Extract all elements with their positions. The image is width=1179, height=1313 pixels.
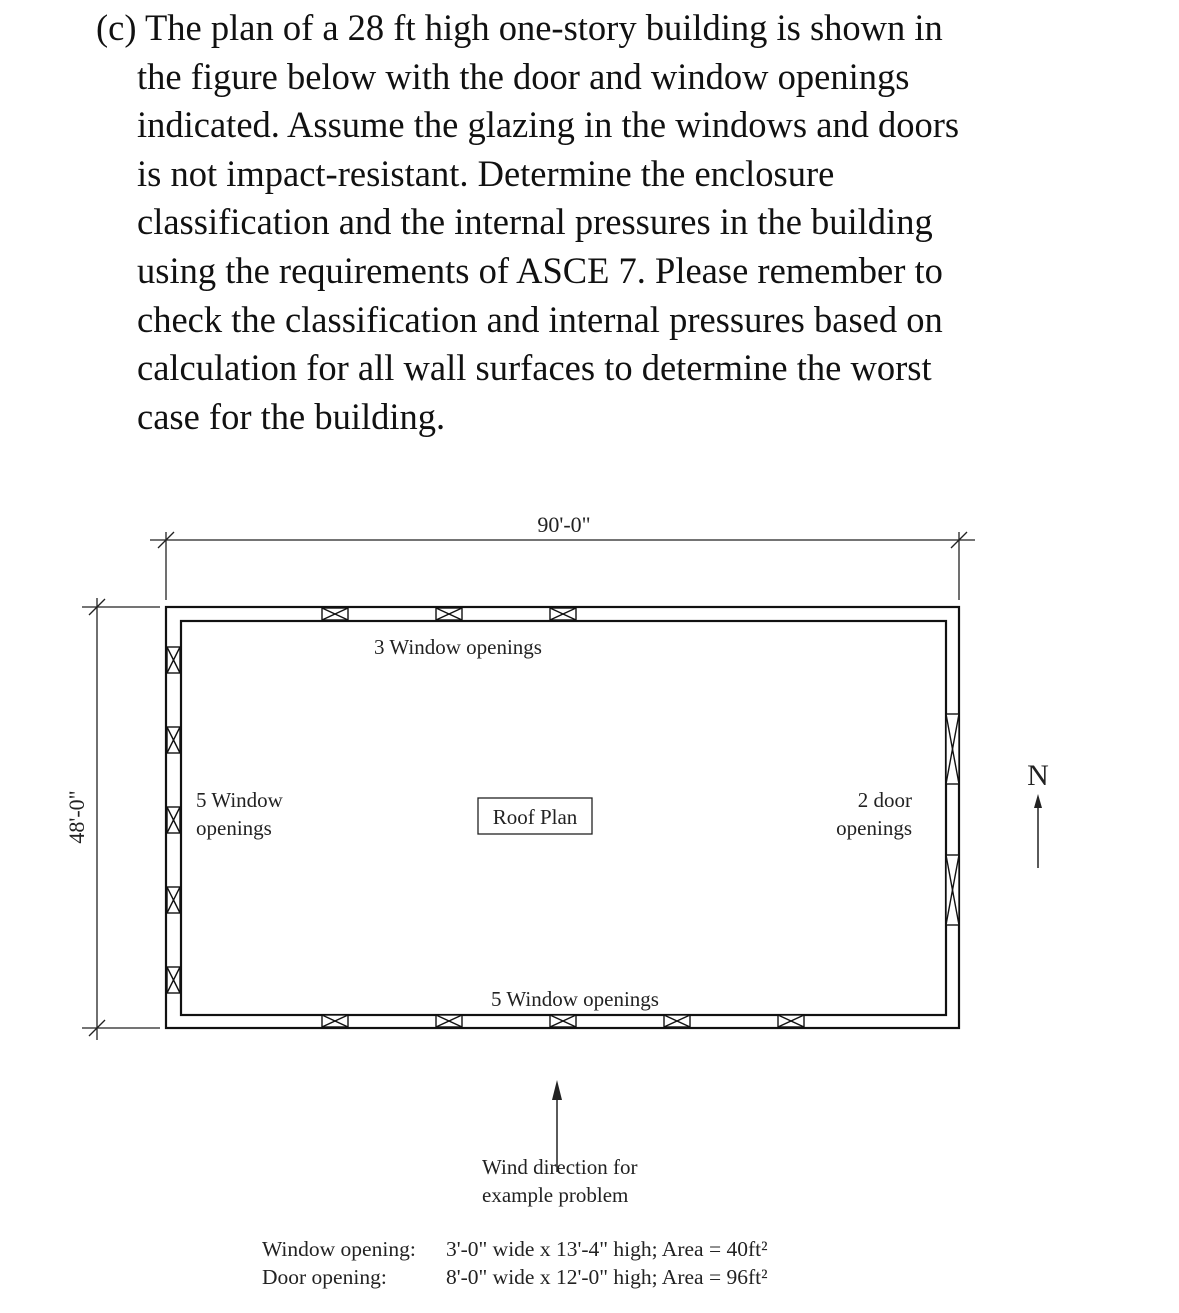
west-window-5: [167, 967, 180, 993]
north-window-1: [322, 608, 348, 620]
south-wall-windows: [322, 1015, 804, 1027]
problem-line-6: using the requirements of ASCE 7. Please remember to: [137, 249, 943, 291]
window-spec-label: Window opening:: [262, 1237, 416, 1261]
problem-line-7: check the classification and internal pressures based on: [137, 298, 943, 340]
problem-line-9: case for the building.: [137, 395, 446, 437]
east-door-1: [946, 714, 959, 784]
height-dimension-label: 48'-0": [64, 790, 89, 844]
height-dimension: [82, 598, 160, 1040]
south-window-1: [322, 1015, 348, 1027]
door-spec-value: 8'-0" wide x 12'-0" high; Area = 96ft²: [446, 1265, 768, 1289]
south-window-5: [778, 1015, 804, 1027]
north-window-2: [436, 608, 462, 620]
east-wall-doors: [946, 714, 959, 925]
problem-line-5: classification and the internal pressures in the building: [137, 201, 933, 243]
problem-line-8: calculation for all wall surfaces to determine the worst: [137, 347, 932, 389]
east-door-2: [946, 855, 959, 925]
west-window-3: [167, 807, 180, 833]
west-window-4: [167, 887, 180, 913]
north-label: N: [1027, 759, 1049, 792]
problem-line-1: (c) The plan of a 28 ft high one-story building is shown in: [96, 7, 943, 48]
width-dimension: [150, 532, 975, 600]
door-spec-label: Door opening:: [262, 1265, 387, 1289]
roof-plan-label: Roof Plan: [492, 805, 578, 829]
wind-direction-label-line2: example problem: [482, 1183, 629, 1207]
south-window-2: [436, 1015, 462, 1027]
north-arrow-icon: [1034, 794, 1042, 868]
west-window-1: [167, 647, 180, 673]
window-spec-value: 3'-0" wide x 13'-4" high; Area = 40ft²: [446, 1237, 768, 1261]
width-dimension-label: 90'-0": [537, 512, 591, 537]
problem-line-3: indicated. Assume the glazing in the windows and doors: [137, 104, 960, 146]
south-window-3: [550, 1015, 576, 1027]
north-windows-label: 3 Window openings: [374, 635, 542, 659]
west-windows-label-line1: 5 Window: [196, 788, 283, 812]
east-doors-label-line2: openings: [836, 816, 912, 840]
west-wall-windows: [167, 647, 180, 993]
west-windows-label-line2: openings: [196, 816, 272, 840]
problem-line-2: the figure below with the door and window openings: [137, 55, 910, 97]
north-wall-windows: [322, 608, 576, 620]
problem-line-4: is not impact-resistant. Determine the enclosure: [137, 152, 835, 194]
west-window-2: [167, 727, 180, 753]
wind-direction-label-line1: Wind direction for: [482, 1155, 638, 1179]
north-window-3: [550, 608, 576, 620]
east-doors-label-line1: 2 door: [857, 788, 912, 812]
south-windows-label: 5 Window openings: [491, 987, 659, 1011]
south-window-4: [664, 1015, 690, 1027]
